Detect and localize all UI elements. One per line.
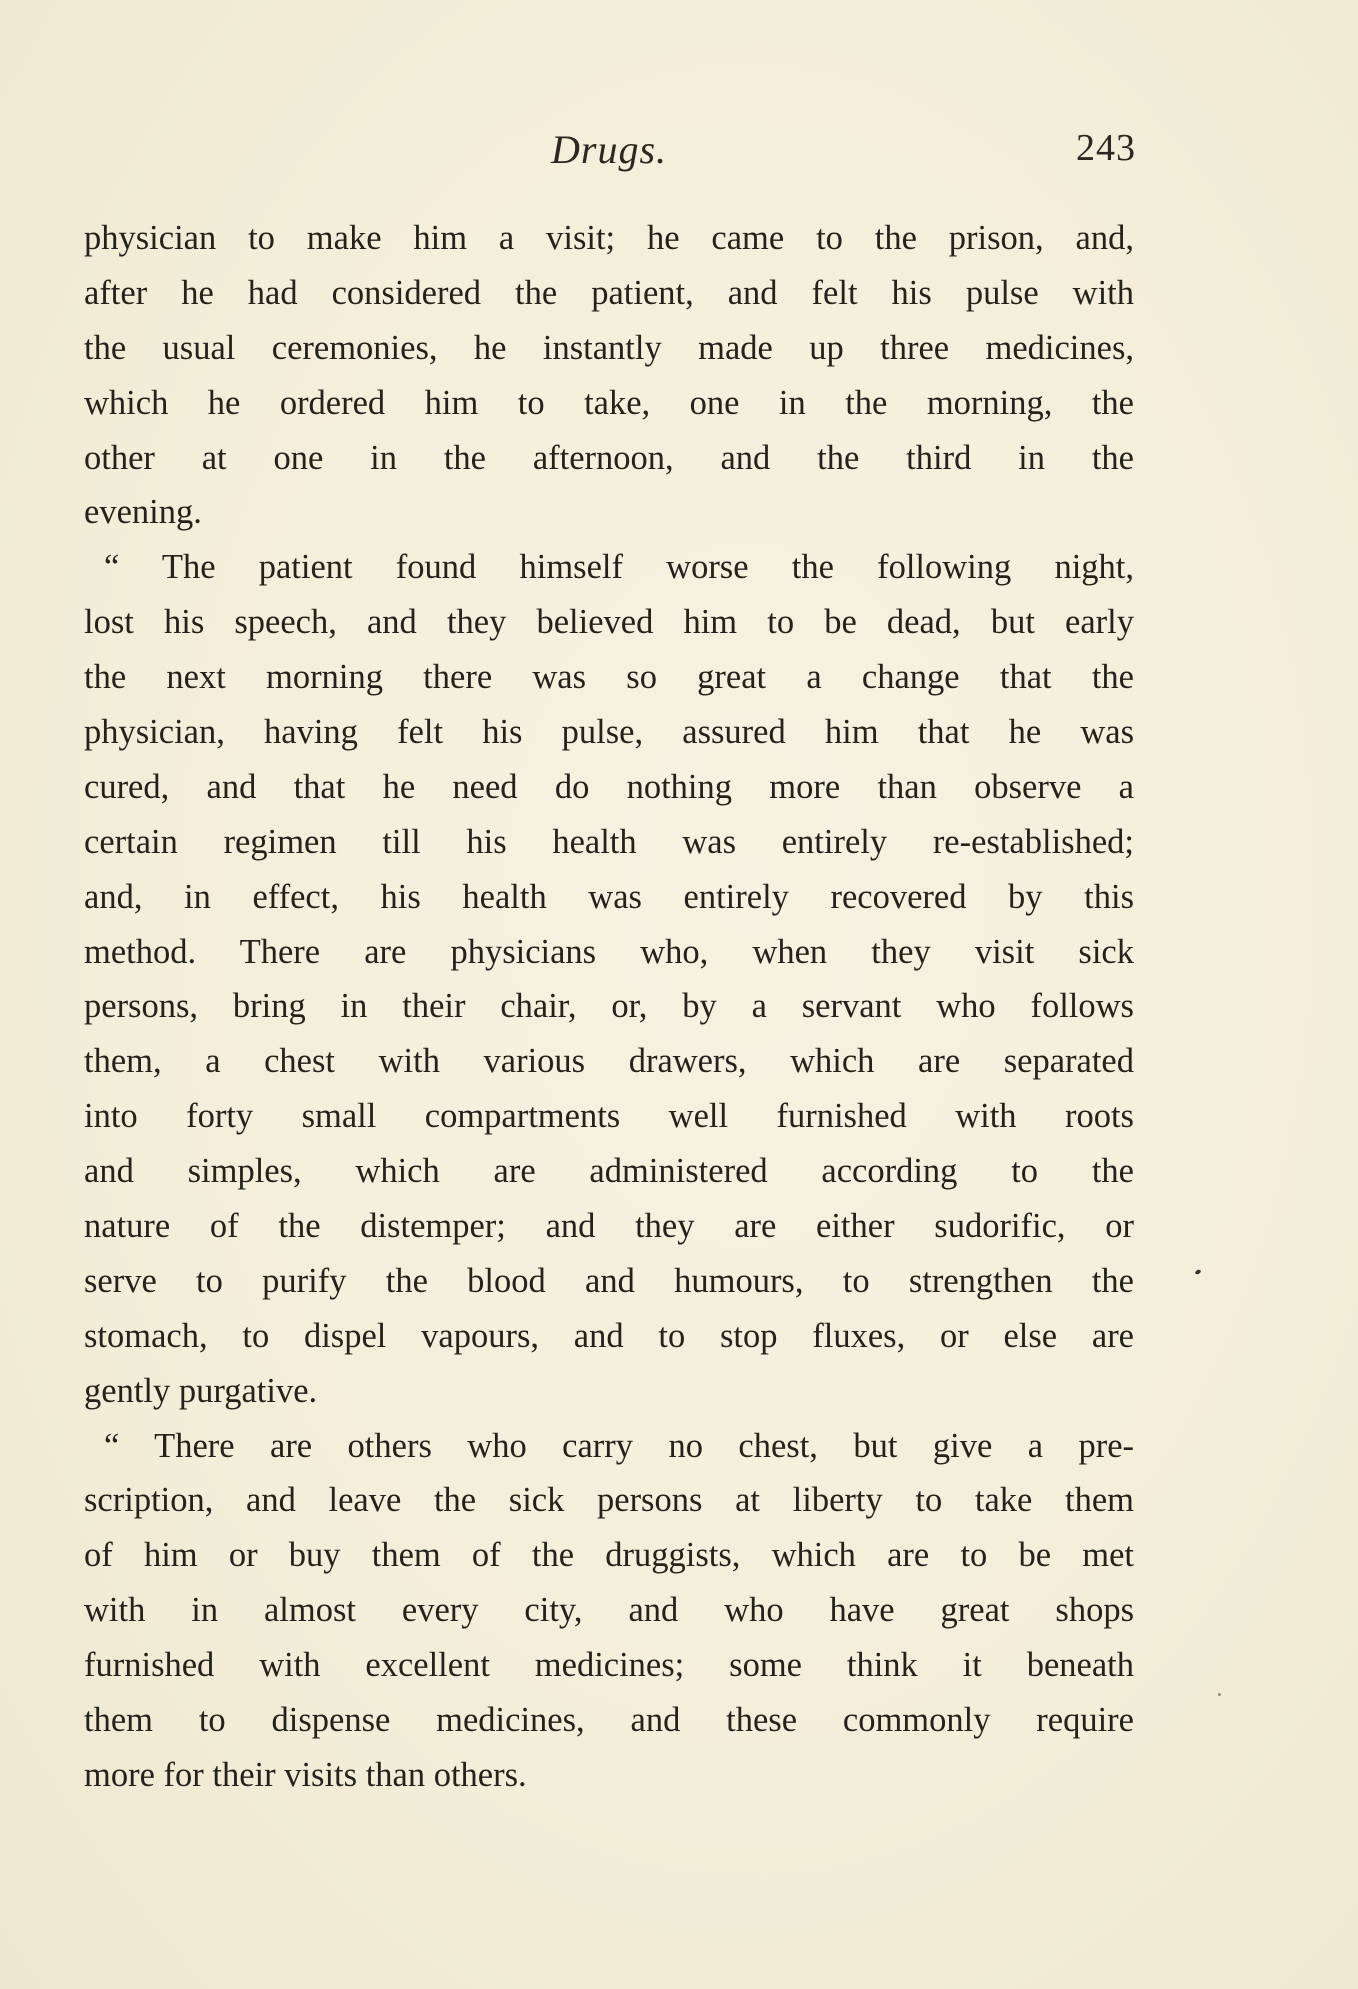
text-line: the next morning there was so great a change that the <box>84 658 1134 697</box>
page-number: 243 <box>1076 127 1136 169</box>
ink-speck <box>1218 1693 1221 1696</box>
text-line: after he had considered the patient, and felt his pulse with <box>84 273 1134 312</box>
text-line: the usual ceremonies, he instantly made up three medicines, <box>84 328 1134 367</box>
text-line: evening. <box>84 493 202 532</box>
text-line: them to dispense medicines, and these commonly require <box>84 1701 1134 1740</box>
text-line: certain regimen till his health was entirely re-established; <box>84 822 1134 861</box>
text-line: other at one in the afternoon, and the third in the <box>84 438 1134 477</box>
running-title: Drugs. <box>550 127 668 172</box>
text-line: more for their visits than others. <box>84 1755 527 1794</box>
text-line: them, a chest with various drawers, which are separated <box>84 1042 1134 1081</box>
text-line: with in almost every city, and who have great shops <box>84 1591 1134 1630</box>
text-line: and simples, which are administered according to the <box>84 1152 1134 1191</box>
text-line: furnished with excellent medicines; some think it beneath <box>84 1646 1134 1685</box>
text-line: serve to purify the blood and humours, to strengthen the <box>84 1261 1134 1300</box>
text-line: and, in effect, his health was entirely recovered by this <box>84 877 1134 916</box>
text-line: method. There are physicians who, when they visit sick <box>84 932 1134 971</box>
body-text <box>84 211 1134 1803</box>
text-line: gently purgative. <box>84 1371 318 1410</box>
text-line: “ There are others who carry no chest, but give a pre- <box>104 1426 1134 1465</box>
text-line: persons, bring in their chair, or, by a servant who follows <box>84 987 1134 1026</box>
text-line: of him or buy them of the druggists, which are to be met <box>84 1536 1134 1575</box>
text-line: stomach, to dispel vapours, and to stop fluxes, or else are <box>84 1316 1134 1355</box>
text-line: “ The patient found himself worse the following night, <box>104 548 1134 587</box>
text-line: scription, and leave the sick persons at liberty to take them <box>84 1481 1134 1520</box>
text-line: which he ordered him to take, one in the morning, the <box>84 383 1134 422</box>
text-line: physician, having felt his pulse, assured him that he was <box>84 713 1134 752</box>
ink-speck <box>1194 1269 1201 1275</box>
text-line: into forty small compartments well furnished with roots <box>84 1097 1134 1136</box>
text-line: cured, and that he need do nothing more than observe a <box>84 767 1134 806</box>
text-line: nature of the distemper; and they are either sudorific, or <box>84 1207 1134 1246</box>
text-line: lost his speech, and they believed him to be dead, but early <box>84 603 1134 642</box>
running-head <box>84 126 1134 182</box>
text-line: physician to make him a visit; he came to the prison, and, <box>84 219 1134 257</box>
